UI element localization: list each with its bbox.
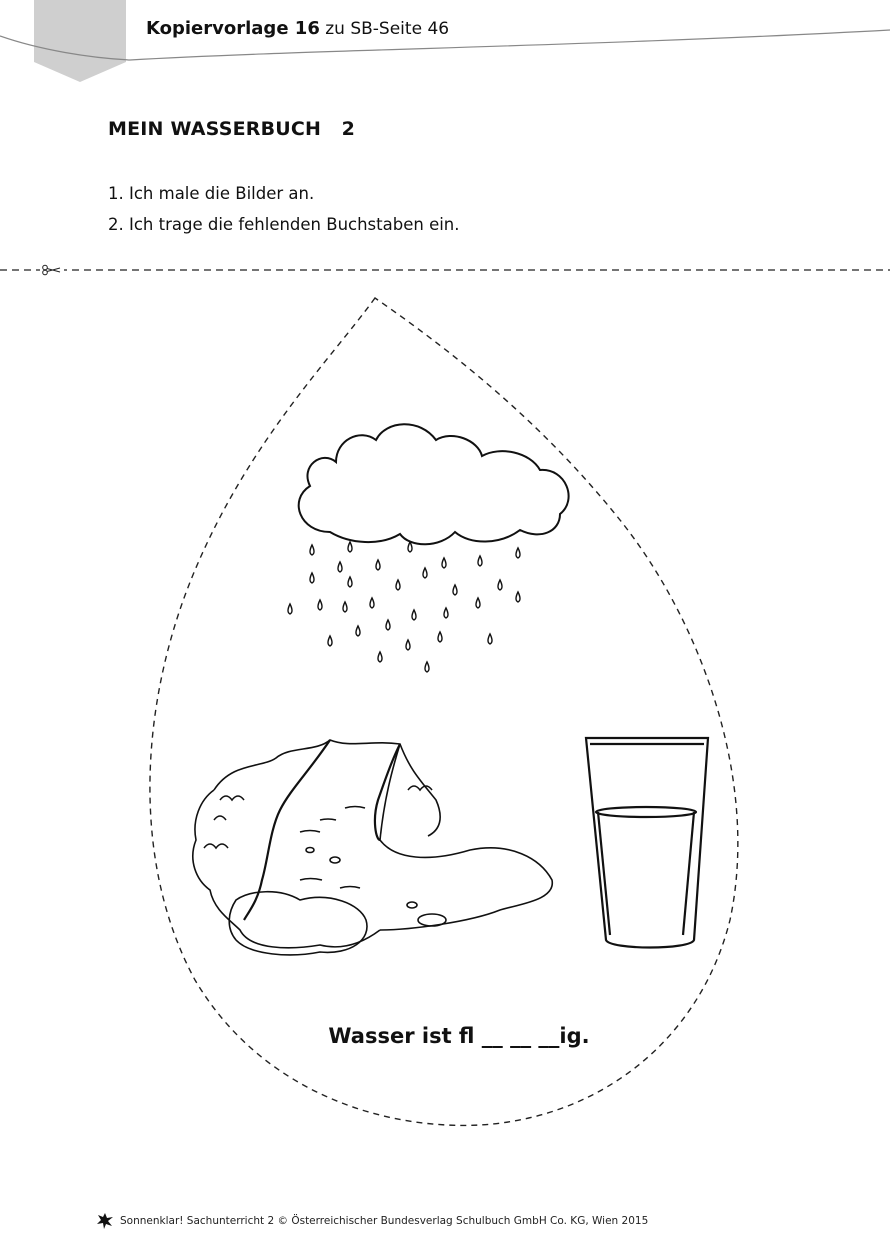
- textbook-page-ref: zu SB-Seite 46: [319, 19, 450, 39]
- footer: [96, 1212, 648, 1230]
- page-title: MEIN WASSERBUCH 2: [108, 118, 356, 140]
- drop-outline: [150, 298, 738, 1125]
- sun-logo-icon: [96, 1212, 114, 1230]
- instruction-item: 1. Ich male die Bilder an.: [108, 184, 315, 203]
- copy-template-label: Kopiervorlage 16: [146, 18, 320, 39]
- river-drawing: [193, 740, 552, 955]
- cloud-drawing: [299, 424, 569, 544]
- instruction-item: 2. Ich trage die fehlenden Buchstaben ein.: [108, 215, 460, 234]
- glass-drawing: [586, 738, 708, 948]
- fill-in-sentence: Wasser ist fl __ __ __ig.: [328, 1024, 590, 1048]
- rain-drops: [288, 542, 520, 672]
- copyright-text: Sonnenklar! Sachunterricht 2 © Österreichischer Bundesverlag Schulbuch GmbH Co. KG, Wien 2015: [120, 1215, 649, 1227]
